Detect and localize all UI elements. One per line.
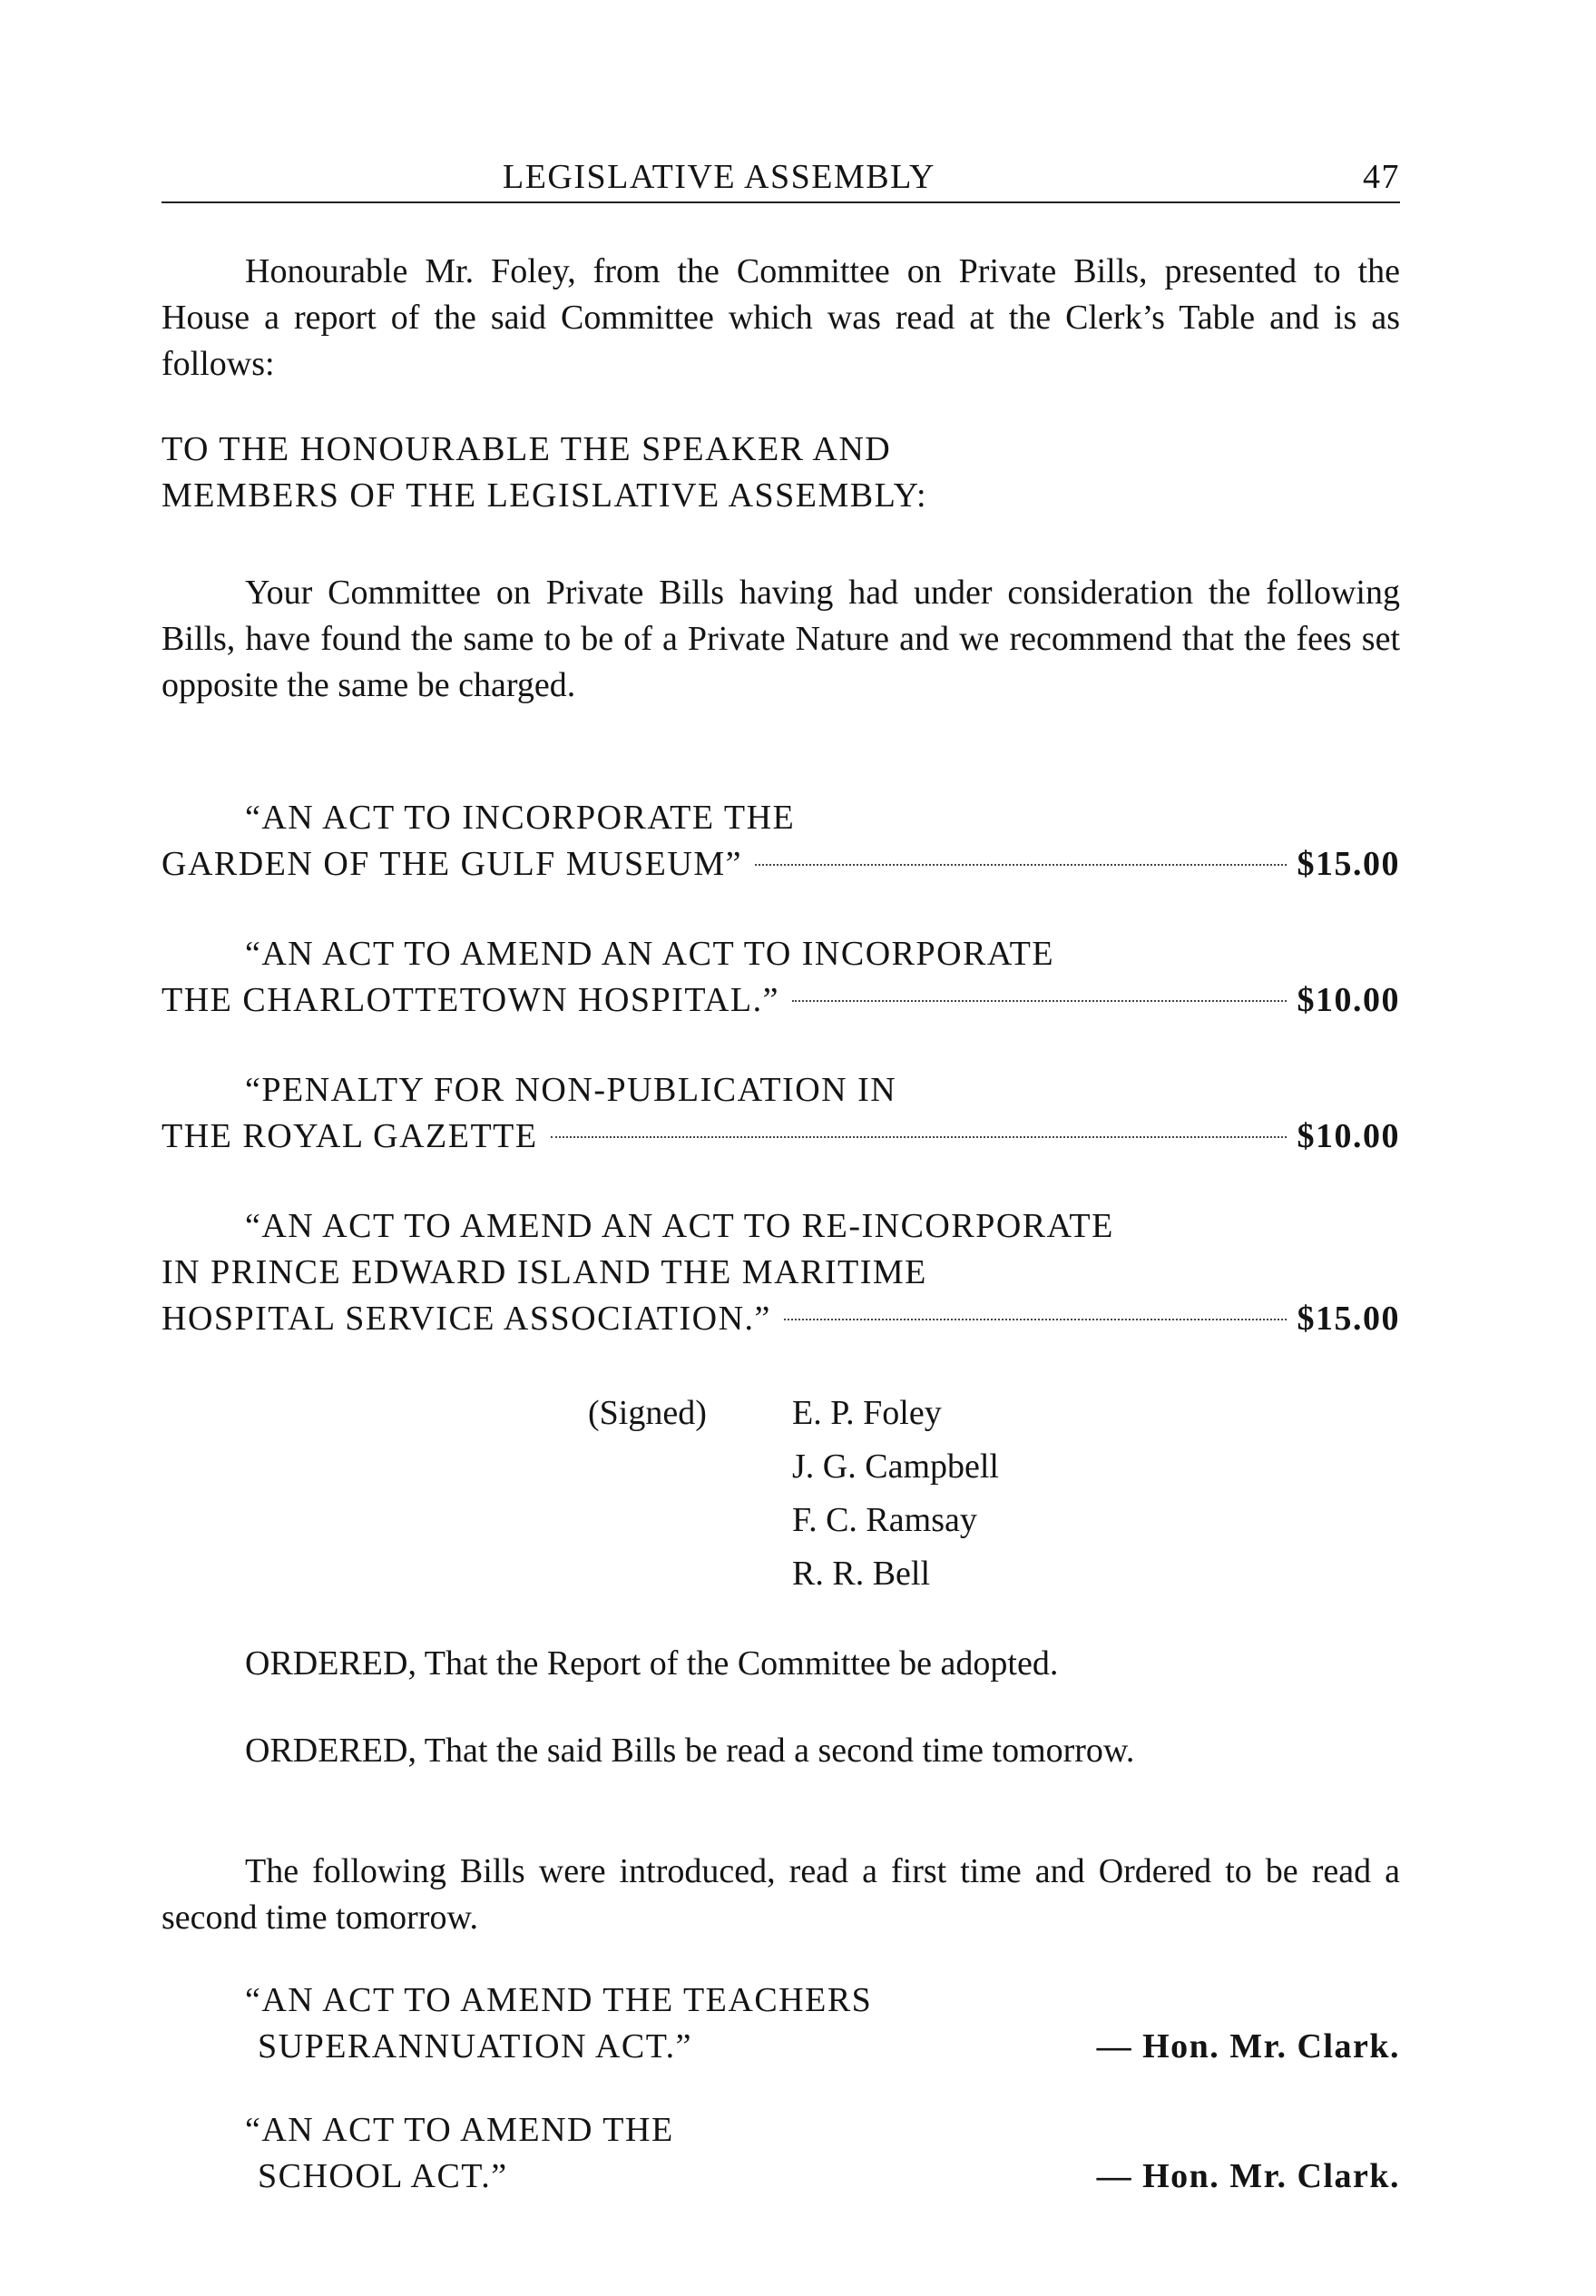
signed-label: (Signed): [588, 1394, 707, 1432]
fee-bill-3-line-1: “PENALTY FOR NON-PUBLICATION IN: [245, 1071, 897, 1109]
dot-leader: [551, 1136, 1287, 1138]
dot-leader: [784, 1319, 1287, 1320]
signer-name: R. R. Bell: [792, 1555, 931, 1593]
order-1-block: [162, 1641, 1400, 1687]
introduced-bill-2-sponsor: — Hon. Mr. Clark.: [1096, 2157, 1400, 2195]
fee-bill-4-line-1: “AN ACT TO AMEND AN ACT TO RE-INCORPORATE: [245, 1207, 1114, 1245]
fee-bill-4: [162, 1203, 1400, 1342]
intro-paragraph-block: [162, 249, 1400, 388]
intro-paragraph: Honourable Mr. Foley, from the Committee on Private Bills, presented to the House a report of the said Committee which was read at the Clerk’s Table and is as follows:: [162, 252, 1400, 383]
fee-bill-3-last-line: THE ROYAL GAZETTE: [162, 1117, 538, 1155]
dot-leader: [792, 1000, 1286, 1002]
signer-name: E. P. Foley: [792, 1394, 942, 1432]
fee-bill-1-fee: $15.00: [1297, 845, 1400, 883]
signer-name: F. C. Ramsay: [792, 1501, 977, 1539]
order-2-block: [162, 1728, 1400, 1774]
dot-leader: [755, 864, 1287, 866]
fee-bill-1-last-line: GARDEN OF THE GULF MUSEUM”: [162, 845, 742, 883]
page-number: 47: [1363, 158, 1400, 196]
address-line-1: TO THE HONOURABLE THE SPEAKER AND: [162, 430, 892, 468]
introduced-bill-1-line-2: SUPERANNUATION ACT.”: [258, 2027, 692, 2065]
fee-bill-2-fee: $10.00: [1297, 981, 1400, 1019]
introduced-bill-1: [162, 1977, 1400, 2070]
header-title: LEGISLATIVE ASSEMBLY: [503, 158, 935, 196]
fee-bill-4-fee: $15.00: [1297, 1300, 1400, 1338]
introduced-bill-2: [162, 2107, 1400, 2200]
signer-name: J. G. Campbell: [792, 1447, 999, 1486]
report-paragraph: Your Committee on Private Bills having had under consideration the following Bills, have found the same to be of a Private Nature and we recommend that the fees set opposite the same be charged.: [162, 574, 1400, 704]
fee-bill-2-last-line: THE CHARLOTTETOWN HOSPITAL.”: [162, 981, 780, 1019]
fee-bill-3-fee: $10.00: [1297, 1117, 1400, 1155]
fee-bill-1-line-1: “AN ACT TO INCORPORATE THE: [245, 799, 796, 837]
fee-bill-2-line-1: “AN ACT TO AMEND AN ACT TO INCORPORATE: [245, 935, 1055, 973]
introduced-bill-1-line-1: “AN ACT TO AMEND THE TEACHERS: [245, 1981, 873, 2019]
address-line-2: MEMBERS OF THE LEGISLATIVE ASSEMBLY:: [162, 476, 928, 515]
fee-bill-4-last-line: HOSPITAL SERVICE ASSOCIATION.”: [162, 1300, 771, 1338]
introduced-bill-2-line-1: “AN ACT TO AMEND THE: [245, 2111, 674, 2149]
fee-bill-1: [162, 795, 1400, 888]
introduced-paragraph: The following Bills were introduced, read a first time and Ordered to be read a second time tomorrow.: [162, 1852, 1400, 1937]
order-paragraph-2: ORDERED, That the said Bills be read a second time tomorrow.: [245, 1732, 1135, 1770]
running-header: [162, 154, 1400, 203]
address-block: [162, 427, 1400, 519]
introduced-bill-1-sponsor: — Hon. Mr. Clark.: [1096, 2027, 1400, 2065]
document-page: [162, 0, 1400, 2296]
order-paragraph-1: ORDERED, That the Report of the Committee be adopted.: [245, 1644, 1059, 1683]
introduced-block: [162, 1849, 1400, 1941]
fee-bill-2: [162, 931, 1400, 1024]
fee-bill-4-line-2: IN PRINCE EDWARD ISLAND THE MARITIME: [162, 1253, 927, 1291]
report-paragraph-block: [162, 570, 1400, 709]
fee-bill-3: [162, 1067, 1400, 1160]
signer-list: [792, 1390, 999, 1604]
introduced-bill-2-line-2: SCHOOL ACT.”: [258, 2157, 508, 2195]
